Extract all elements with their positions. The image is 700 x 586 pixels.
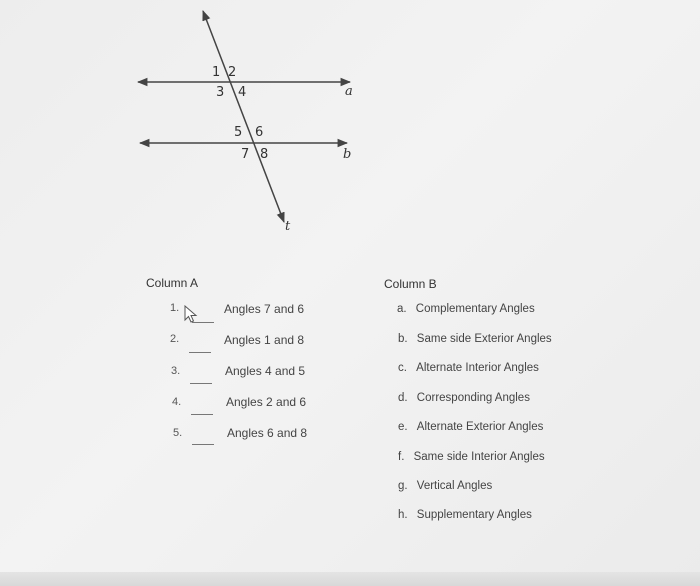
line-a-label: a: [345, 84, 353, 99]
answer-blank-5[interactable]: [192, 444, 214, 445]
transversal-t: [203, 11, 284, 222]
option-text: Same side Interior Angles: [413, 451, 545, 463]
option-letter: a.: [397, 303, 407, 315]
angle-label-1: 1: [212, 65, 221, 80]
column-a-header: Column A: [146, 276, 199, 290]
item-number: 3.: [171, 365, 181, 377]
option-text: Corresponding Angles: [416, 392, 530, 404]
answer-blank-3[interactable]: [190, 383, 212, 384]
option-b: [398, 333, 552, 345]
option-text: Alternate Interior Angles: [416, 362, 539, 374]
angle-label-6: 6: [255, 125, 264, 140]
option-h: [398, 509, 532, 521]
item-number: 2.: [170, 333, 180, 345]
line-b-label: b: [343, 147, 352, 162]
item-number: 4.: [172, 396, 182, 408]
option-g: [398, 480, 492, 492]
option-letter: c.: [398, 362, 407, 374]
angle-label-3: 3: [216, 85, 225, 100]
column-b-header: Column B: [384, 277, 437, 291]
option-c: [398, 362, 539, 374]
item-text: Angles 6 and 8: [227, 426, 308, 440]
option-text: Alternate Exterior Angles: [416, 421, 544, 433]
item-number: 1.: [170, 302, 180, 314]
item-number: 5.: [173, 427, 183, 439]
item-text: Angles 1 and 8: [224, 333, 305, 347]
angle-label-4: 4: [238, 85, 247, 100]
option-f: [398, 451, 545, 463]
answer-blank-2[interactable]: [189, 352, 211, 353]
item-text: Angles 7 and 6: [224, 302, 305, 316]
option-d: [398, 392, 530, 404]
option-letter: e.: [398, 421, 408, 433]
item-text: Angles 4 and 5: [225, 364, 306, 378]
angle-label-8: 8: [260, 147, 269, 162]
option-text: Complementary Angles: [415, 303, 535, 315]
option-letter: d.: [398, 392, 408, 404]
option-e: [398, 421, 543, 433]
option-letter: b.: [398, 333, 408, 345]
option-letter: g.: [398, 480, 408, 492]
mouse-pointer-icon: [184, 305, 200, 325]
option-text: Vertical Angles: [416, 480, 493, 492]
item-text: Angles 2 and 6: [226, 395, 307, 409]
angle-label-7: 7: [241, 147, 250, 162]
option-a: [397, 303, 535, 315]
option-text: Supplementary Angles: [416, 509, 532, 521]
option-letter: f.: [398, 451, 405, 463]
transversal-label: t: [285, 219, 291, 234]
answer-blank-4[interactable]: [191, 414, 213, 415]
angle-label-2: 2: [228, 65, 237, 80]
option-letter: h.: [398, 509, 408, 521]
option-text: Same side Exterior Angles: [416, 333, 552, 345]
screen-bottom-edge: [0, 572, 700, 586]
angle-label-5: 5: [234, 125, 243, 140]
parallel-lines-diagram: [0, 0, 700, 240]
